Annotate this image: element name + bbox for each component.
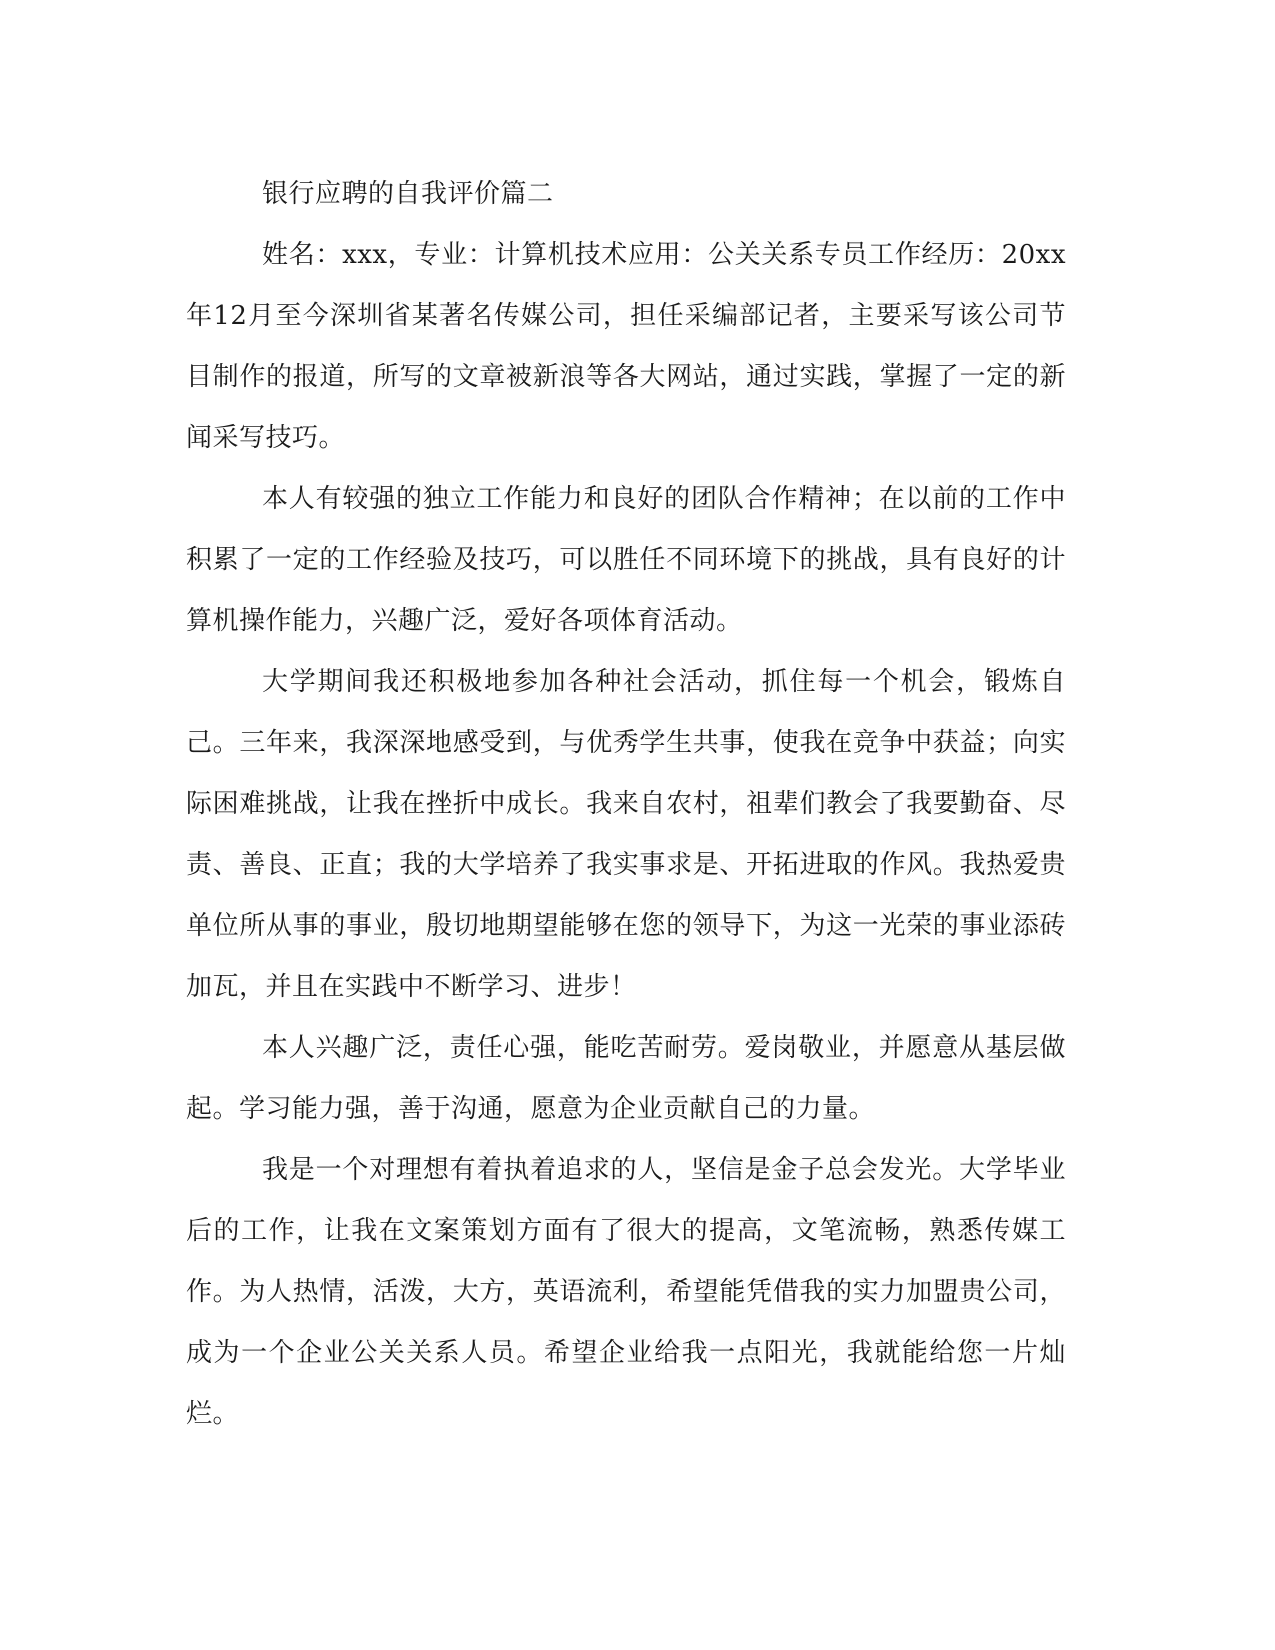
paragraph-interests: 本人兴趣广泛，责任心强，能吃苦耐劳。爱岗敬业，并愿意从基层做起。学习能力强，善于沟通，愿意为企业贡献自己的力量。: [186, 1033, 1066, 1124]
paragraph-aspiration: 我是一个对理想有着执着追求的人，坚信是金子总会发光。大学毕业后的工作，让我在文案策划方面有了很大的提高，文笔流畅，熟悉传媒工作。为人热情，活泼，大方，英语流利，希望能凭借我的实力加盟贵公司，成为一个企业公关关系人员。希望企业给我一点阳光，我就能给您一片灿烂。: [186, 1155, 1066, 1429]
paragraph-university: 大学期间我还积极地参加各种社会活动，抓住每一个机会，锻炼自己。三年来，我深深地感受到，与优秀学生共事，使我在竞争中获益；向实际困难挑战，让我在挫折中成长。我来自农村，祖辈们教会了我要勤奋、尽责、善良、正直；我的大学培养了我实事求是、开拓进取的作风。我热爱贵单位所从事的事业，殷切地期望能够在您的领导下，为这一光荣的事业添砖加瓦，并且在实践中不断学习、进步！: [186, 667, 1066, 1002]
paragraph-personal-info: 姓名：xxx，专业：计算机技术应用：公关关系专员工作经历：20xx年12月至今深圳省某著名传媒公司，担任采编部记者，主要采写该公司节目制作的报道，所写的文章被新浪等各大网站，通过实践，掌握了一定的新闻采写技巧。: [186, 240, 1066, 453]
document-title: 银行应聘的自我评价篇二: [262, 179, 554, 209]
paragraph-abilities: 本人有较强的独立工作能力和良好的团队合作精神；在以前的工作中积累了一定的工作经验及技巧，可以胜任不同环境下的挑战，具有良好的计算机操作能力，兴趣广泛，爱好各项体育活动。: [186, 484, 1066, 636]
document-body: [186, 164, 1066, 1445]
